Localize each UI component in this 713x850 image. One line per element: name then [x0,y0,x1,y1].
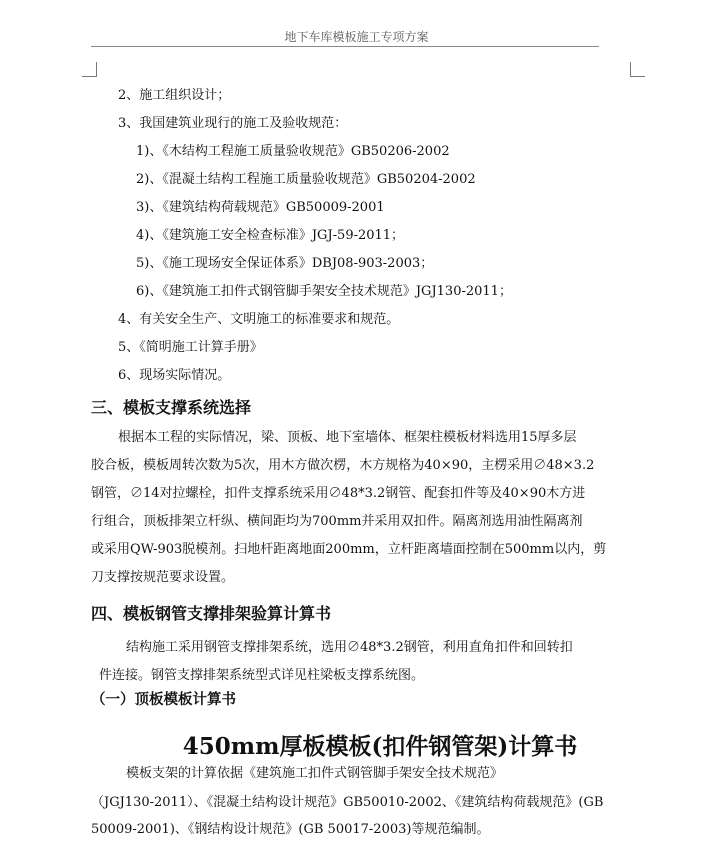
basis-item: 1)、《木结构工程施工质量验收规范》GB50206-2002 [136,144,450,159]
calc-title: 450mm厚板模板(扣件钢管架)计算书 [182,733,578,760]
calc-basis-line: 50009-2001)、《钢结构设计规范》(GB 50017-2003)等规范编制。 [91,822,490,837]
section3-line: 刀支撑按规范要求设置。 [91,570,235,585]
calc-basis-line: 模板支架的计算依据《建筑施工扣件式钢管脚手架安全技术规范》 [126,766,504,781]
basis-item: 5、《简明施工计算手册》 [118,340,263,355]
basis-item: 4)、《建筑施工安全检查标准》JGJ-59-2011； [136,228,405,243]
subsection1-heading: （一）顶板模板计算书 [91,692,236,708]
basis-item: 5)、《施工现场安全保证体系》DBJ08-903-2003； [136,256,434,271]
basis-item: 6、现场实际情况。 [118,368,231,383]
page-header-title: 地下车库模板施工专项方案 [284,30,429,44]
section3-line: 行组合，顶板排架立杆纵、横间距均为700mm并采用双扣件。隔离剂选用油性隔离剂 [91,514,583,529]
section4-heading: 四、模板钢管支撑排架验算计算书 [91,604,332,623]
header-rule [91,46,599,47]
section3-heading: 三、模板支撑系统选择 [91,398,252,417]
margin-corner-right [630,62,645,77]
basis-item: 6)、《建筑施工扣件式钢管脚手架安全技术规范》JGJ130-2011； [136,284,512,299]
section3-line: 钢管，∅14对拉螺栓，扣件支撑系统采用∅48*3.2钢管、配套扣件等及40×90木方进 [91,486,586,501]
basis-item: 4、有关安全生产、文明施工的标准要求和规范。 [118,312,400,327]
section3-line: 根据本工程的实际情况，梁、顶板、地下室墙体、框架柱模板材料选用15厚多层 [118,430,577,445]
basis-item: 2、施工组织设计； [118,88,231,103]
section3-line: 或采用QW-903脱模剂。扫地杆距离地面200mm，立杆距离墙面控制在500mm以内，剪 [91,542,607,557]
margin-corner-left [82,62,97,77]
section3-line: 胶合板，模板周转次数为5次，用木方做次楞，木方规格为40×90，主楞采用∅48×3.2 [91,458,595,473]
basis-item: 3、我国建筑业现行的施工及验收规范： [118,116,348,131]
basis-item: 3)、《建筑结构荷载规范》GB50009-2001 [136,200,385,215]
section4-line: 结构施工采用钢管支撑排架系统，选用∅48*3.2钢管，利用直角扣件和回转扣 [126,640,573,655]
calc-basis-line: （JGJ130-2011）、《混凝土结构设计规范》GB50010-2002、《建筑结构荷载规范》(GB [91,795,604,810]
section4-line: 件连接。钢管支撑排架系统型式详见柱梁板支撑系统图。 [99,668,425,683]
basis-item: 2)、《混凝土结构工程施工质量验收规范》GB50204-2002 [136,172,476,187]
